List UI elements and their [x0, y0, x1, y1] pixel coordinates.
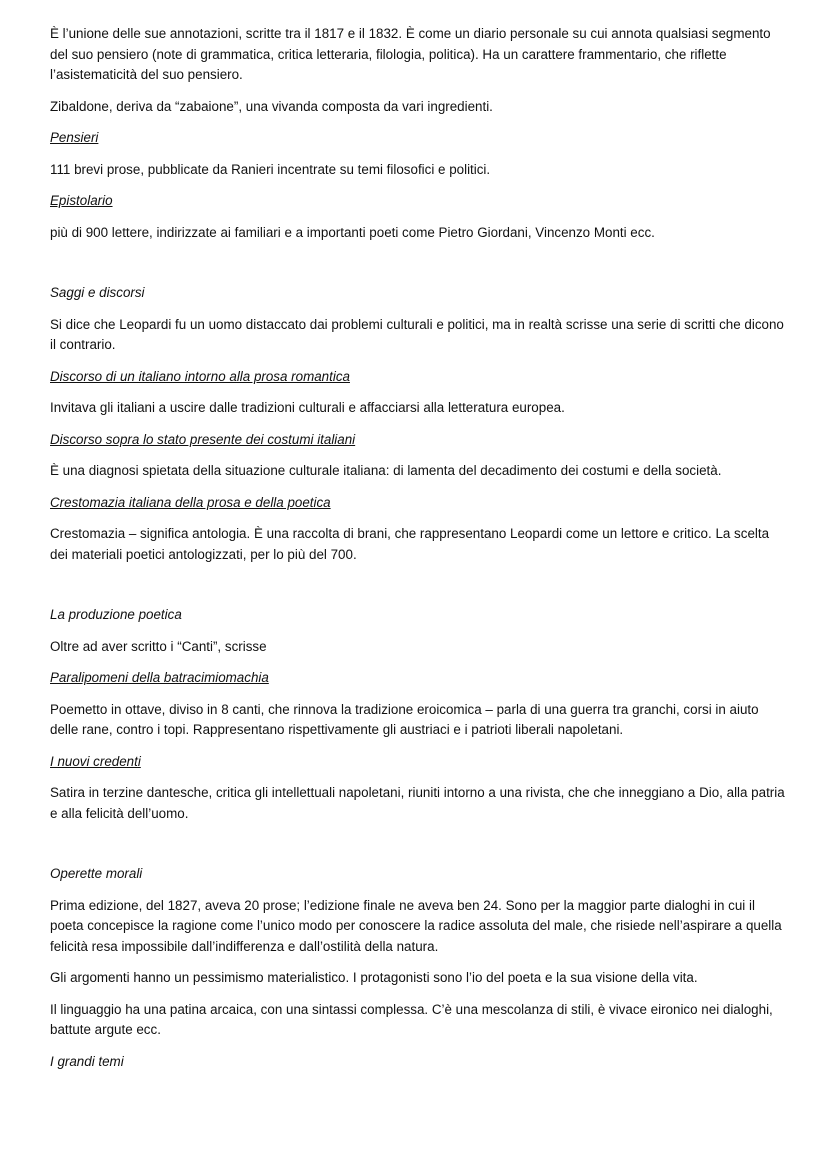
- section-spacer: [50, 254, 785, 283]
- paragraph-crestomazia: Crestomazia – significa antologia. È una raccolta di brani, che rappresentano Leopardi come un lettore e critico. La scelta dei materiali poetici antologizzati, per lo più del 700.: [50, 526, 770, 562]
- section-title-saggi: Saggi e discorsi: [50, 285, 145, 300]
- paragraph-saggi-intro: Si dice che Leopardi fu un uomo distaccato dai problemi culturali e politici, ma in realtà scrisse una serie di scritti che dicono il contrario.: [50, 316, 784, 352]
- paragraph-nuovi-credenti: Satira in terzine dantesche, critica gli intellettuali napoletani, riuniti intorno a una rivista, che che inneggiano a Dio, alla patria e alla felicità dell’uomo.: [50, 785, 785, 821]
- paragraph-zibaldone-etymology: Zibaldone, deriva da “zabaione”, una vivanda composta da vari ingredienti.: [50, 98, 493, 114]
- section-title-grandi-temi: I grandi temi: [50, 1053, 124, 1069]
- heading-nuovi-credenti: I nuovi credenti: [50, 753, 141, 769]
- heading-discorso-costumi: Discorso sopra lo stato presente dei costumi italiani: [50, 431, 356, 447]
- section-title-produzione: La produzione poetica: [50, 607, 182, 622]
- heading-pensieri: Pensieri: [50, 130, 99, 145]
- section-spacer: [50, 835, 785, 864]
- heading-paralipomeni: Paralipomeni della batracimiomachia: [50, 670, 269, 685]
- paragraph-operette-edition: Prima edizione, del 1827, aveva 20 prose; l’edizione finale ne aveva ben 24. Sono per la maggior parte dialoghi in cui il poeta concepisce la ragione come l’unico modo per conoscere la radice assoluta del male, che risiede nell’aspirare a quella felicità resa impossibile dall’indifferenza e dall’ostilità della natura.: [50, 897, 782, 954]
- paragraph-discorso-costumi: È una diagnosi spietata della situazione culturale italiana: di lamenta del decadimento dei costumi e della società.: [50, 463, 722, 478]
- paragraph-epistolario: più di 900 lettere, indirizzate ai familiari e a importanti poeti come Pietro Giordani, Vincenzo Monti ecc.: [50, 224, 655, 240]
- paragraph-discorso-prosa: Invitava gli italiani a uscire dalle tradizioni culturali e affacciarsi alla letteratura europea.: [50, 400, 565, 415]
- heading-discorso-prosa: Discorso di un italiano intorno alla prosa romantica: [50, 368, 350, 384]
- paragraph-operette-language: Il linguaggio ha una patina arcaica, con una sintassi complessa. C’è una mescolanza di stili, è vivace eironico nei dialoghi, battute argute ecc.: [50, 1001, 773, 1037]
- heading-epistolario: Epistolario: [50, 193, 113, 208]
- document-page: [50, 24, 785, 1083]
- paragraph-zibaldone-intro: È l’unione delle sue annotazioni, scritte tra il 1817 e il 1832. È come un diario personale su cui annota qualsiasi segmento del suo pensiero (note di grammatica, critica letteraria, filologia, politica). Ha un carattere frammentario, che riflette l’asistematicità del suo pensiero.: [50, 26, 771, 82]
- section-spacer: [50, 576, 785, 605]
- heading-crestomazia: Crestomazia italiana della prosa e della poetica: [50, 494, 331, 510]
- section-title-operette: Operette morali: [50, 866, 143, 881]
- paragraph-operette-themes: Gli argomenti hanno un pessimismo materialistico. I protagonisti sono l’io del poeta e la sua visione della vita.: [50, 970, 698, 985]
- paragraph-produzione: Oltre ad aver scritto i “Canti”, scrisse: [50, 638, 267, 654]
- paragraph-pensieri: 111 brevi prose, pubblicate da Ranieri incentrate su temi filosofici e politici.: [50, 161, 491, 177]
- paragraph-paralipomeni: Poemetto in ottave, diviso in 8 canti, che rinnova la tradizione eroicomica – parla di una guerra tra granchi, corsi in aiuto delle rane, contro i topi. Rappresentano rispettivamente gli austriaci e i patrioti liberali napoletani.: [50, 701, 759, 737]
